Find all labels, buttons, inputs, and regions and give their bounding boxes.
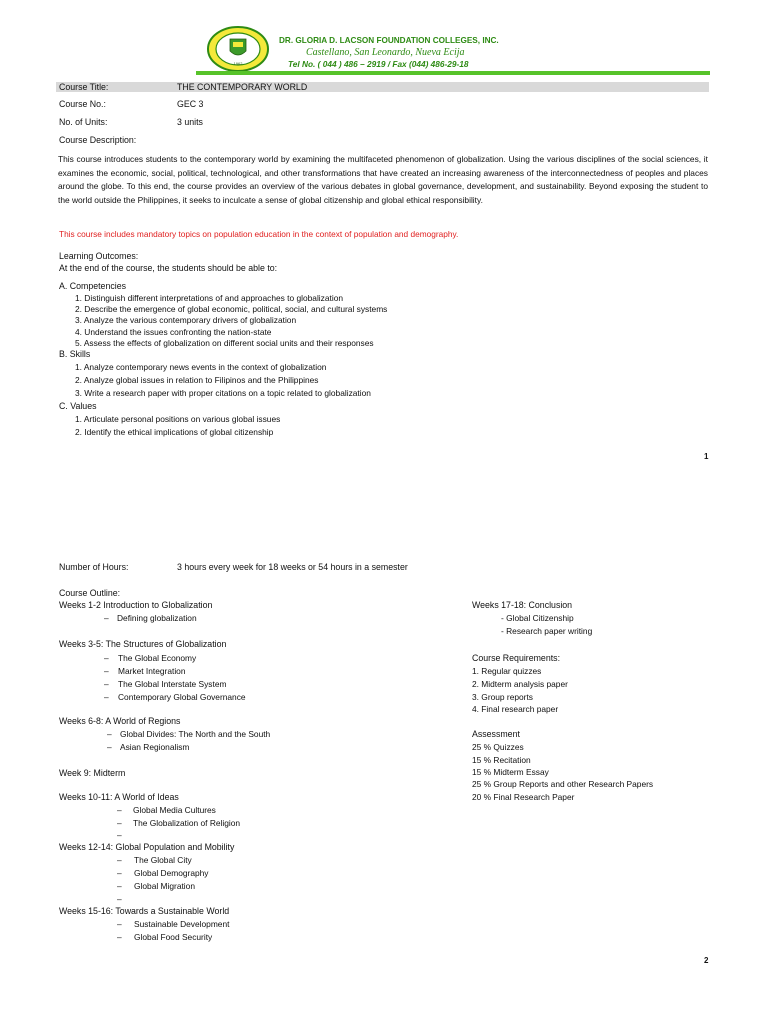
outline-topic: Global Divides: The North and the South <box>120 729 271 739</box>
outline-topic: Global Demography <box>134 868 209 878</box>
hours-label: Number of Hours: <box>59 562 129 572</box>
institution-name: DR. GLORIA D. LACSON FOUNDATION COLLEGES, INC. <box>279 36 499 45</box>
course-title-label: Course Title: <box>59 82 109 92</box>
competencies-heading: A. Competencies <box>59 281 126 291</box>
skill-item: 3. Write a research paper with proper citations on a topic related to globalization <box>75 388 371 398</box>
skills-heading: B. Skills <box>59 349 91 359</box>
dash-bullet: – <box>107 742 112 752</box>
dash-bullet: – <box>117 818 122 828</box>
competency-item: 5. Assess the effects of globalization on different social units and their responses <box>75 338 374 348</box>
requirement-item: 4. Final research paper <box>472 704 559 714</box>
dash-bullet: – <box>117 830 122 840</box>
outline-week: Weeks 6-8: A World of Regions <box>59 716 181 726</box>
assessment-item: 25 % Group Reports and other Research Papers <box>472 779 654 789</box>
outline-week: Weeks 17-18: Conclusion <box>472 600 573 610</box>
course-description-label: Course Description: <box>59 135 137 145</box>
assessment-item: 20 % Final Research Paper <box>472 792 575 802</box>
dash-bullet: – <box>104 666 109 676</box>
outline-topic: Global Food Security <box>134 932 213 942</box>
course-description: This course introduces students to the contemporary world by examining the multifaceted phenomenon of globalization. Using the various disciplines of the social sciences, it examines the economic, social, political, technological, and other transformations that have created an increasing awareness of the interconnectedness of peoples and places around the globe. To this end, the course provides an overview of the various debates in global governance, development, and sustainability. Beyond exposing the student to the world outside the Philippines, it seeks to inculcate a sense of global citizenship and global ethical responsibility. <box>58 154 708 206</box>
outline-topic: Asian Regionalism <box>120 742 190 752</box>
outline-week: Week 9: Midterm <box>59 768 126 778</box>
course-title-value: THE CONTEMPORARY WORLD <box>177 82 308 92</box>
requirements-heading: Course Requirements: <box>472 653 561 663</box>
college-seal-logo <box>204 26 272 72</box>
value-item: 1. Articulate personal positions on various global issues <box>75 414 281 424</box>
outline-topic: The Globalization of Religion <box>133 818 241 828</box>
page-number-2: 2 <box>704 956 709 965</box>
outline-week: Weeks 15-16: Towards a Sustainable World <box>59 906 230 916</box>
dash-bullet: – <box>117 894 122 904</box>
outline-topic: Global Migration <box>134 881 195 891</box>
svg-text:1962: 1962 <box>233 61 243 66</box>
requirement-item: 3. Group reports <box>472 692 533 702</box>
assessment-item: 15 % Midterm Essay <box>472 767 549 777</box>
requirement-item: 2. Midterm analysis paper <box>472 679 568 689</box>
outline-topic: The Global Economy <box>118 653 197 663</box>
dash-bullet: – <box>117 868 122 878</box>
course-no-label: Course No.: <box>59 99 106 109</box>
competency-item: 2. Describe the emergence of global economic, political, social, and cultural systems <box>75 304 388 314</box>
dash-bullet: – <box>104 613 109 623</box>
outline-topic: Sustainable Development <box>134 919 230 929</box>
assessment-heading: Assessment <box>472 729 520 739</box>
competency-item: 3. Analyze the various contemporary drivers of globalization <box>75 315 297 325</box>
mandatory-topics-note: This course includes mandatory topics on population education in the context of population and demography. <box>59 229 459 239</box>
dash-bullet: – <box>117 881 122 891</box>
header-divider <box>196 71 710 75</box>
requirement-item: 1. Regular quizzes <box>472 666 542 676</box>
hours-value: 3 hours every week for 18 weeks or 54 hours in a semester <box>177 562 408 572</box>
dash-bullet: – <box>117 855 122 865</box>
course-no-value: GEC 3 <box>177 99 204 109</box>
skill-item: 1. Analyze contemporary news events in the context of globalization <box>75 362 327 372</box>
outline-topic: The Global City <box>134 855 192 865</box>
assessment-item: 15 % Recitation <box>472 755 531 765</box>
outline-week: Weeks 12-14: Global Population and Mobility <box>59 842 235 852</box>
dash-bullet: – <box>104 679 109 689</box>
outline-topic: The Global Interstate System <box>118 679 227 689</box>
dash-bullet: – <box>104 692 109 702</box>
outline-week: Weeks 1-2 Introduction to Globalization <box>59 600 213 610</box>
course-outline-heading: Course Outline: <box>59 588 121 598</box>
course-title-band <box>56 82 709 92</box>
competency-item: 4. Understand the issues confronting the nation-state <box>75 327 272 337</box>
learning-outcomes-intro: At the end of the course, the students should be able to: <box>59 263 278 273</box>
institution-contact: Tel No. ( 044 ) 486 – 2919 / Fax (044) 486-29-18 <box>288 59 469 69</box>
dash-bullet: – <box>107 729 112 739</box>
outline-topic: Market Integration <box>118 666 186 676</box>
outline-topic: Defining globalization <box>117 613 197 623</box>
assessment-item: 25 % Quizzes <box>472 742 524 752</box>
outline-week: Weeks 3-5: The Structures of Globalization <box>59 639 227 649</box>
outline-topic: Contemporary Global Governance <box>118 692 246 702</box>
page-number-1: 1 <box>704 452 709 461</box>
outline-topic: - Global Citizenship <box>501 613 574 623</box>
dash-bullet: – <box>117 932 122 942</box>
value-item: 2. Identify the ethical implications of global citizenship <box>75 427 274 437</box>
institution-address: Castellano, San Leonardo, Nueva Ecija <box>306 47 465 58</box>
dash-bullet: – <box>104 653 109 663</box>
learning-outcomes-heading: Learning Outcomes: <box>59 251 139 261</box>
values-heading: C. Values <box>59 401 97 411</box>
outline-topic: - Research paper writing <box>501 626 593 636</box>
units-label: No. of Units: <box>59 117 108 127</box>
dash-bullet: – <box>117 805 122 815</box>
skill-item: 2. Analyze global issues in relation to Filipinos and the Philippines <box>75 375 319 385</box>
units-value: 3 units <box>177 117 203 127</box>
outline-week: Weeks 10-11: A World of Ideas <box>59 792 179 802</box>
outline-topic: Global Media Cultures <box>133 805 216 815</box>
dash-bullet: – <box>117 919 122 929</box>
competency-item: 1. Distinguish different interpretations of and approaches to globalization <box>75 293 344 303</box>
